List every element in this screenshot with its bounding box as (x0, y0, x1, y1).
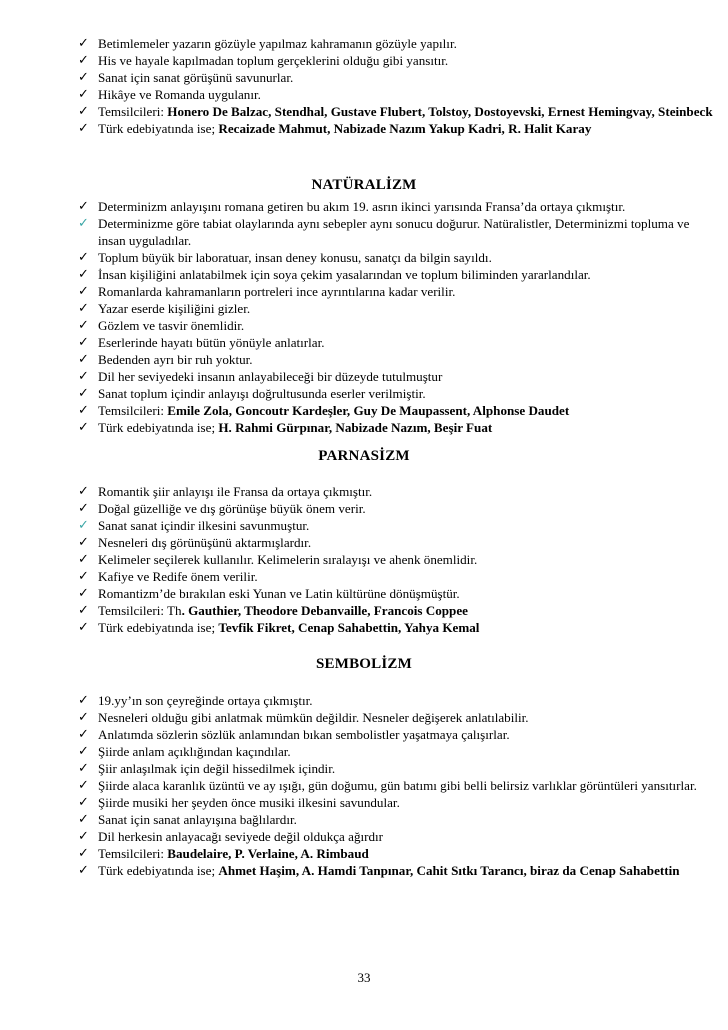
bullet-item (78, 517, 718, 534)
bullet-text: Toplum büyük bir laboratuar, insan deney konusu, sanatçı da bilgin sayıldı. (98, 250, 492, 265)
checkmark-icon: ✓ (78, 267, 89, 282)
checkmark-icon: ✓ (78, 744, 89, 759)
bullet-text: Dil herkesin anlayacağı seviyede değil oldukça ağırdır (98, 829, 384, 844)
checkmark-icon: ✓ (78, 53, 89, 68)
checkmark-icon: ✓ (78, 216, 89, 231)
bullet-text: Determinizme göre tabiat olaylarında aynı sebepler aynı sonucu doğurur. Natüralistler, Determinizmi topluma ve insan uyguladılar. (98, 216, 690, 248)
bullet-text: Romanlarda kahramanların portreleri ince ayrıntılarına kadar verilir. (98, 284, 456, 299)
bullet-lead-text: Temsilcileri: (98, 403, 168, 418)
bullet-item (78, 709, 718, 726)
bullet-item (78, 419, 718, 436)
bullet-text: Sanat sanat içindir ilkesini savunmuştur. (98, 518, 310, 533)
checkmark-icon: ✓ (78, 778, 89, 793)
checkmark-icon: ✓ (78, 846, 89, 861)
bullet-text: Gözlem ve tasvir önemlidir. (98, 318, 245, 333)
bullet-text: Doğal güzelliğe ve dış görünüşe büyük önem verir. (98, 501, 366, 516)
checkmark-icon: ✓ (78, 518, 89, 533)
bullet-text: Bedenden ayrı bir ruh yoktur. (98, 352, 253, 367)
realizm-list (78, 35, 718, 137)
bullet-text: Kafiye ve Redife önem verilir. (98, 569, 258, 584)
bullet-item (78, 402, 718, 419)
checkmark-icon: ✓ (78, 403, 89, 418)
checkmark-icon: ✓ (78, 87, 89, 102)
bullet-text: Betimlemeler yazarın gözüyle yapılmaz kahramanın gözüyle yapılır. (98, 36, 457, 51)
bullet-text: Şiirde musiki her şeyden önce musiki ilkesini savundular. (98, 795, 400, 810)
bullet-item (78, 52, 718, 69)
checkmark-icon: ✓ (78, 369, 89, 384)
bullet-item (78, 692, 718, 709)
representatives-names: Honero De Balzac, Stendhal, Gustave Flubert, Tolstoy, Dostoyevski, Ernest Hemingvay, Steinbeck (167, 104, 713, 119)
checkmark-icon: ✓ (78, 620, 89, 635)
bullet-text: İnsan kişiliğini anlatabilmek için soya çekim yasalarından ve toplum biliminden yararlandılar. (98, 267, 591, 282)
bullet-text: Şiirde anlam açıklığından kaçındılar. (98, 744, 291, 759)
bullet-item (78, 811, 718, 828)
bullet-item (78, 568, 718, 585)
checkmark-icon: ✓ (78, 284, 89, 299)
bullet-item (78, 777, 718, 794)
bullet-text: Eserlerinde hayatı bütün yönüyle anlatırlar. (98, 335, 325, 350)
bullet-lead-text: Türk edebiyatında ise; (98, 620, 219, 635)
sembolizm-list (78, 692, 718, 879)
bullet-item (78, 500, 718, 517)
bullet-item (78, 317, 718, 334)
bullet-item (78, 845, 718, 862)
bullet-item (78, 602, 718, 619)
bullet-lead-text: Temsilcileri: Th (98, 603, 182, 618)
checkmark-icon: ✓ (78, 121, 89, 136)
checkmark-icon: ✓ (78, 420, 89, 435)
parnasizm-section (78, 483, 718, 636)
checkmark-icon: ✓ (78, 335, 89, 350)
bullet-item (78, 726, 718, 743)
checkmark-icon: ✓ (78, 863, 89, 878)
checkmark-icon: ✓ (78, 586, 89, 601)
bullet-item (78, 619, 718, 636)
checkmark-icon: ✓ (78, 710, 89, 725)
bullet-item (78, 743, 718, 760)
bullet-lead-text: Türk edebiyatında ise; (98, 863, 219, 878)
bullet-item (78, 334, 718, 351)
bullet-text: His ve hayale kapılmadan toplum gerçeklerini olduğu gibi yansıtır. (98, 53, 449, 68)
section-heading-naturalizm: NATÜRALİZM (311, 177, 417, 193)
bullet-text: Sanat için sanat görüşünü savunurlar. (98, 70, 294, 85)
bullet-text: Nesneleri olduğu gibi anlatmak mümkün değildir. Nesneler değişerek anlatılabilir. (98, 710, 529, 725)
bullet-text: Sanat toplum içindir anlayışı doğrultusunda eserler verilmiştir. (98, 386, 426, 401)
bullet-text: Romantik şiir anlayışı ile Fransa da ortaya çıkmıştır. (98, 484, 373, 499)
bullet-lead-text: Temsilcileri: (98, 104, 168, 119)
representatives-names: . Gauthier, Theodore Debanvaille, Francois Coppee (181, 603, 468, 618)
bullet-item (78, 35, 718, 52)
bullet-item (78, 585, 718, 602)
representatives-names: Recaizade Mahmut, Nabizade Nazım Yakup Kadri, R. Halit Karay (218, 121, 592, 136)
bullet-text: Şiirde alaca karanlık üzüntü ve ay ışığı, gün doğumu, gün batımı gibi belli belirsiz varlıklar görüntüleri yansıtırlar. (98, 778, 697, 793)
checkmark-icon: ✓ (78, 301, 89, 316)
checkmark-icon: ✓ (78, 795, 89, 810)
representatives-names: Ahmet Haşim, A. Hamdi Tanpınar, Cahit Sıtkı Tarancı, biraz da Cenap Sahabettin (218, 863, 680, 878)
checkmark-icon: ✓ (78, 501, 89, 516)
bullet-lead-text: Türk edebiyatında ise; (98, 121, 219, 136)
checkmark-icon: ✓ (78, 386, 89, 401)
bullet-item (78, 86, 718, 103)
checkmark-icon: ✓ (78, 693, 89, 708)
checkmark-icon: ✓ (78, 484, 89, 499)
bullet-text: Determinizm anlayışını romana getiren bu akım 19. asrın ikinci yarısında Fransa’da ortaya çıkmıştır. (98, 199, 626, 214)
bullet-text: Anlatımda sözlerin sözlük anlamından bıkan sembolistler yaşatmaya çalışırlar. (98, 727, 510, 742)
naturalizm-list (78, 198, 718, 436)
bullet-item (78, 300, 718, 317)
bullet-item (78, 249, 718, 266)
bullet-text: Şiir anlaşılmak için değil hissedilmek içindir. (98, 761, 336, 776)
bullet-item (78, 828, 718, 845)
section-heading-sembolizm: SEMBOLİZM (316, 656, 412, 672)
checkmark-icon: ✓ (78, 70, 89, 85)
bullet-item (78, 198, 718, 215)
naturalizm-section (78, 198, 718, 436)
parnasizm-list (78, 483, 718, 636)
checkmark-icon: ✓ (78, 552, 89, 567)
bullet-item (78, 534, 718, 551)
checkmark-icon: ✓ (78, 812, 89, 827)
representatives-names: Baudelaire, P. Verlaine, A. Rimbaud (167, 846, 369, 861)
bullet-item (78, 760, 718, 777)
sembolizm-section (78, 692, 718, 879)
bullet-text: Nesneleri dış görünüşünü aktarmışlardır. (98, 535, 312, 550)
bullet-text: Romantizm’de bırakılan eski Yunan ve Latin kültürüne dönüşmüştür. (98, 586, 460, 601)
bullet-item (78, 266, 718, 283)
section-heading-parnasizm: PARNASİZM (318, 448, 410, 464)
bullet-lead-text: Temsilcileri: (98, 846, 168, 861)
checkmark-icon: ✓ (78, 603, 89, 618)
checkmark-icon: ✓ (78, 36, 89, 51)
bullet-item (78, 351, 718, 368)
bullet-text: Hikâye ve Romanda uygulanır. (98, 87, 261, 102)
bullet-text: Kelimeler seçilerek kullanılır. Kelimelerin sıralayışı ve ahenk önemlidir. (98, 552, 478, 567)
checkmark-icon: ✓ (78, 352, 89, 367)
bullet-text: 19.yy’ın son çeyreğinde ortaya çıkmıştır. (98, 693, 313, 708)
representatives-names: H. Rahmi Gürpınar, Nabizade Nazım, Beşir Fuat (218, 420, 493, 435)
bullet-item (78, 103, 718, 120)
page-number: 33 (357, 970, 371, 985)
bullet-item (78, 385, 718, 402)
bullet-text: Sanat için sanat anlayışına bağlılardır. (98, 812, 297, 827)
bullet-text: Dil her seviyedeki insanın anlayabileceği bir düzeyde tutulmuştur (98, 369, 443, 384)
checkmark-icon: ✓ (78, 829, 89, 844)
checkmark-icon: ✓ (78, 569, 89, 584)
bullet-item (78, 120, 718, 137)
bullet-item (78, 69, 718, 86)
checkmark-icon: ✓ (78, 318, 89, 333)
bullet-text: Yazar eserde kişiliğini gizler. (98, 301, 251, 316)
checkmark-icon: ✓ (78, 199, 89, 214)
bullet-item (78, 368, 718, 385)
checkmark-icon: ✓ (78, 250, 89, 265)
bullet-item (78, 794, 718, 811)
bullet-item (78, 483, 718, 500)
bullet-lead-text: Türk edebiyatında ise; (98, 420, 219, 435)
realizm-continued-section (78, 35, 718, 137)
checkmark-icon: ✓ (78, 727, 89, 742)
representatives-names: Emile Zola, Goncoutr Kardeşler, Guy De Maupassent, Alphonse Daudet (167, 403, 570, 418)
bullet-item (78, 862, 718, 879)
bullet-item (78, 283, 718, 300)
checkmark-icon: ✓ (78, 104, 89, 119)
checkmark-icon: ✓ (78, 761, 89, 776)
bullet-item (78, 551, 718, 568)
bullet-item (78, 215, 718, 249)
representatives-names: Tevfik Fikret, Cenap Sahabettin, Yahya Kemal (218, 620, 480, 635)
checkmark-icon: ✓ (78, 535, 89, 550)
